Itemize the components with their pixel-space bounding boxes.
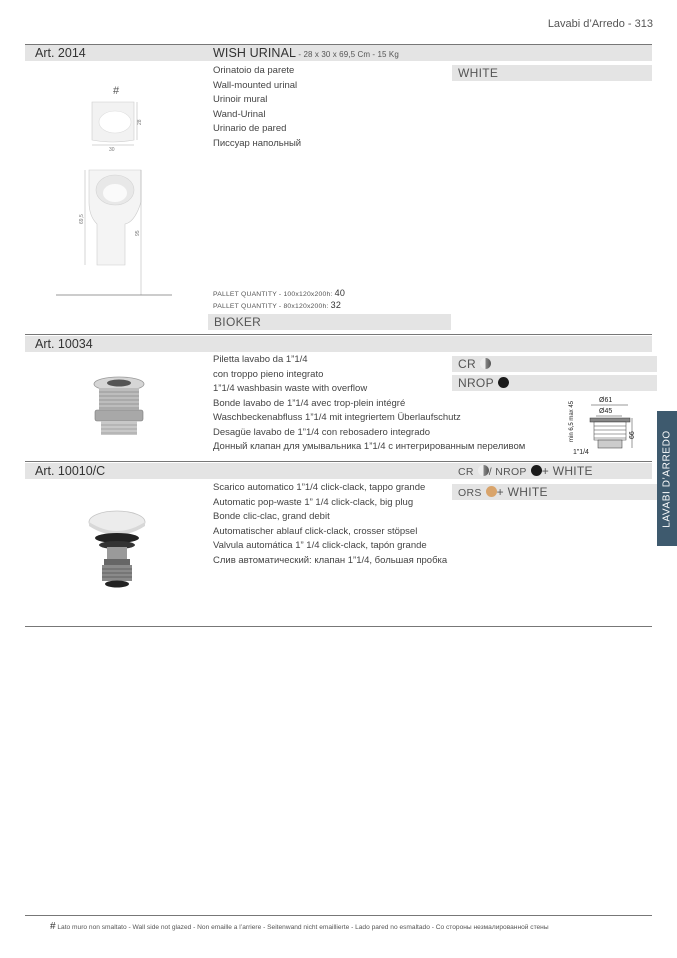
waste-product-image <box>85 374 155 446</box>
waste-technical-drawing <box>560 394 640 456</box>
dimension-min-max: min 6,5 max 45 <box>569 400 575 442</box>
section-side-tab-label: LAVABI D’ARREDO <box>661 429 673 528</box>
finish-white: WHITE <box>452 65 652 81</box>
description-line: Piletta lavabo da 1”1/4 <box>213 354 308 365</box>
page-number-label: Lavabi d’Arredo - 313 <box>547 18 653 30</box>
dimension-thread: 1”1/4 <box>573 449 589 456</box>
urinal-drawing <box>55 80 185 298</box>
description-line: Desagüe lavabo de 1”1/4 con rebosadero integrado <box>213 426 431 438</box>
finish-label: + WHITE <box>541 464 593 478</box>
dimension-height: 69,5 <box>79 214 85 224</box>
dimension-depth: 28 <box>137 119 143 125</box>
footer-divider <box>25 915 652 916</box>
description-line: Urinario de pared <box>213 123 287 134</box>
popup-waste-product-image <box>85 506 151 590</box>
product-spec: - 28 x 30 x 69,5 Cm - 15 Kg <box>296 50 399 59</box>
description-line: con troppo pieno integrato <box>213 368 324 380</box>
finish-cr <box>452 356 657 372</box>
dimension-inner-diameter: Ø45 <box>599 408 613 415</box>
article-code: Art. 10010/C <box>25 463 203 479</box>
description-line: Orinatoio da parete <box>213 65 295 76</box>
section-side-tab <box>657 411 677 546</box>
finish-nrop <box>452 375 657 391</box>
finish-label: CR <box>458 357 476 371</box>
description-line: Wall-mounted urinal <box>213 79 298 91</box>
description-line: Bonde clic-clac, grand debit <box>213 511 330 522</box>
pallet-info <box>213 288 345 312</box>
footer-symbol: # <box>50 921 56 932</box>
description-line: Bonde lavabo de 1”1/4 avec trop-plein intégré <box>213 397 406 409</box>
description-line: Automatischer ablauf click-clack, crosser stöpsel <box>213 525 418 537</box>
description-line: Донный клапан для умывальника 1”1/4 с интегрированным переливом <box>213 441 526 452</box>
finish-label: / NROP <box>488 466 527 478</box>
product-name: WISH URINAL <box>213 46 297 60</box>
pallet-value: 40 <box>334 288 346 298</box>
finish-label: NROP <box>458 376 494 390</box>
article-code: Art. 2014 <box>25 45 203 61</box>
pallet-label: PALLET QUANTITY - 80x120x200h: <box>213 303 331 310</box>
nrop-color-swatch <box>498 377 509 388</box>
cr-color-swatch <box>478 465 489 476</box>
divider <box>25 626 652 627</box>
description-line: Scarico automatico 1”1/4 click-clack, tappo grande <box>213 482 426 493</box>
footer-note <box>50 921 549 932</box>
description-line: Valvula automática 1” 1/4 click-clack, tapón grande <box>213 540 427 551</box>
footer-text: Lato muro non smaltato - Wall side not glazed - Non emaille a l’arriere - Seitenwand nicht emaillierte - Lado pared no esmaltado - Со стороны незмалированной стены <box>55 924 549 931</box>
divider <box>25 461 652 462</box>
dimension-inner: 95 <box>135 230 141 236</box>
title-bar <box>203 336 652 352</box>
description-line: Urinoir mural <box>213 94 268 105</box>
description-line: Писсуар напольный <box>213 137 302 149</box>
finish-option-line <box>452 463 657 480</box>
nrop-color-swatch <box>531 465 542 476</box>
description-list <box>213 64 301 151</box>
finish-label: + WHITE <box>496 485 548 499</box>
divider <box>25 334 652 335</box>
finish-option-line <box>452 484 657 500</box>
finish-label: CR <box>458 466 474 478</box>
description-list <box>213 481 447 568</box>
description-line: Слив автоматический: клапан 1”1/4, большая пробка <box>213 554 448 566</box>
description-line: Waschbeckenabfluss 1”1/4 mit integriertem Überlaufschutz <box>213 412 461 423</box>
dimension-height: 66 <box>629 431 636 439</box>
description-line: Wand-Urinal <box>213 108 266 120</box>
finish-label: ORS <box>458 487 482 499</box>
wall-side-symbol: # <box>113 85 120 97</box>
pallet-label: PALLET QUANTITY - 100x120x200h: <box>213 291 335 298</box>
product-title <box>203 45 652 61</box>
material-label: BIOKER <box>208 314 451 330</box>
dimension-width: 30 <box>109 147 115 153</box>
article-code: Art. 10034 <box>25 336 203 352</box>
ors-color-swatch <box>486 486 497 497</box>
pallet-value: 32 <box>330 300 342 310</box>
cr-color-swatch <box>480 358 491 369</box>
dimension-outer-diameter: Ø61 <box>599 397 613 404</box>
description-line: Automatic pop-waste 1” 1/4 click-clack, big plug <box>213 496 414 508</box>
description-line: 1”1/4 washbasin waste with overflow <box>213 383 368 394</box>
